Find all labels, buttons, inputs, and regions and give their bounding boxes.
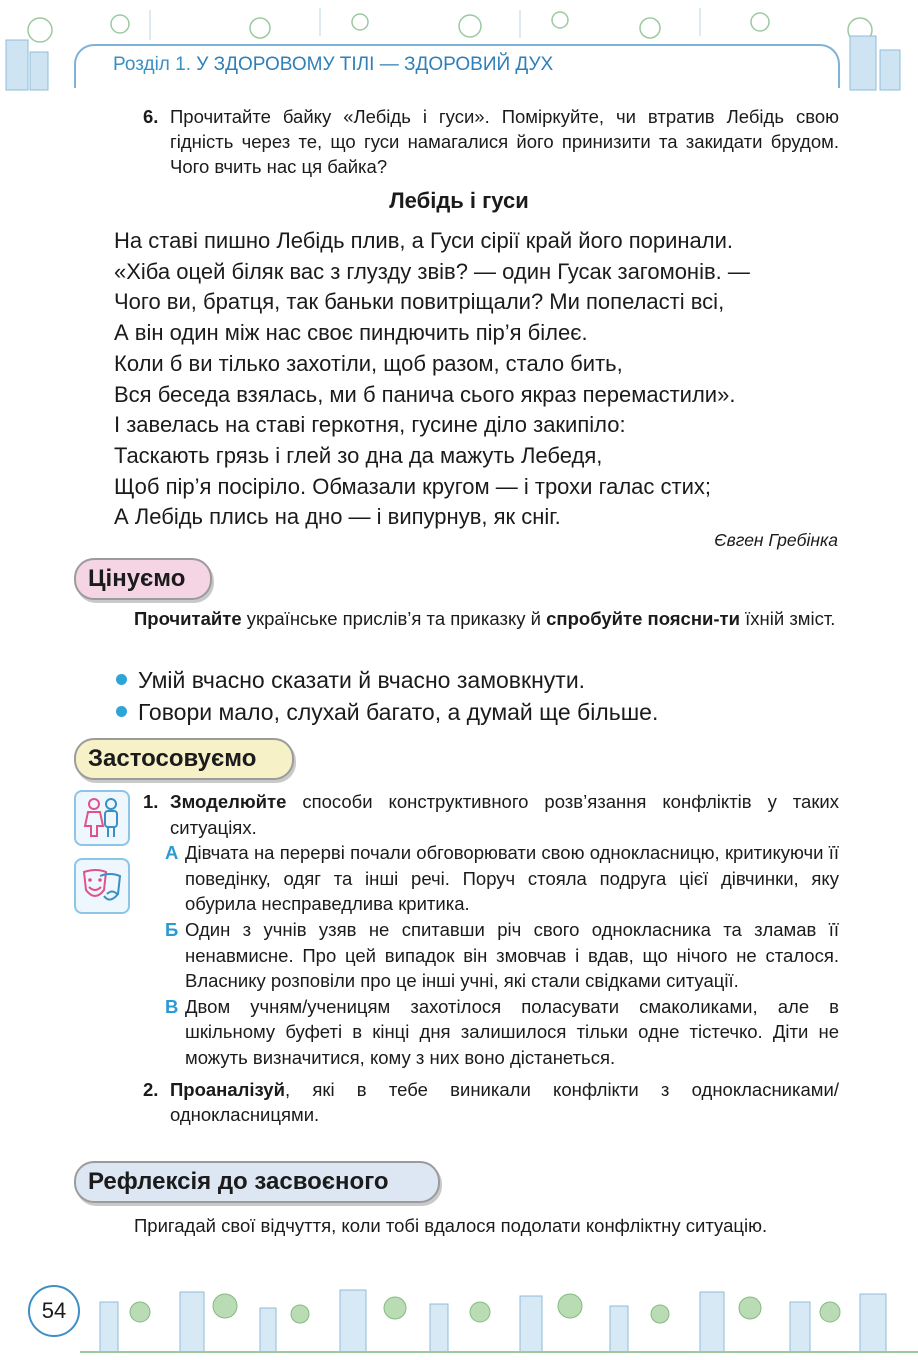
proverb-list	[116, 664, 876, 728]
task-6	[143, 104, 839, 179]
section-header	[113, 54, 553, 76]
city-decoration-bottom	[0, 1262, 918, 1360]
list-item	[116, 664, 876, 696]
values-instruction	[134, 607, 839, 631]
situation-text: Дівчата на перерві почали обговорювати свою однокласницю, критикуючи її поведінку, одяг та інші речі. Поруч стояла подруга цієї дівчинки, яку обурила несправедлива критика.	[185, 842, 839, 915]
reflection-text: Пригадай свої відчуття, коли тобі вдалося подолати конфліктну ситуацію.	[134, 1215, 768, 1236]
section-prefix: Розділ 1.	[113, 54, 192, 75]
fable-line: Вся беседа взялась, ми б панича сього якраз перемастили».	[114, 381, 736, 407]
reflection-heading: Рефлексія до засвоєного	[74, 1161, 440, 1203]
fable-line: Таскають грязь і глей зо дна да мажуть Лебедя,	[114, 442, 603, 468]
bullet-icon	[116, 706, 127, 717]
task-6-number: 6.	[143, 106, 159, 127]
situation-letter: В	[165, 995, 179, 1017]
task-2-bold: Проаналізуй	[170, 1078, 285, 1100]
task-1-number: 1.	[143, 791, 159, 812]
fable-text	[114, 226, 854, 533]
task-2	[143, 1077, 839, 1128]
bullet-icon	[116, 674, 127, 685]
task-1-bold: Змоделюйте	[170, 791, 287, 812]
fable-line: Щоб пір’я посіріло. Обмазали кругом — і трохи галас стих;	[114, 473, 712, 499]
apply-heading: Застосовуємо	[74, 738, 294, 780]
instr-end: їхній зміст.	[739, 608, 836, 629]
fable-line: А Лебідь плись на дно — і випурнув, як сніг.	[114, 504, 561, 530]
situation-a	[165, 840, 839, 917]
apply-tasks	[143, 789, 839, 1128]
task-6-text: Прочитайте байку «Лебідь і гуси». Поміркуйте, чи втратив Лебідь свою гідність через те, що гуси намагалися його принизити та закидати брудом. Чого вчить нас ця байка?	[170, 106, 839, 177]
fable-author: Євген Гребінка	[714, 530, 838, 550]
situation-text: Один з учнів узяв не спитавши річ свого однокласника та зламав її ненавмисне. Про цей випадок він змовчав і вдав, що нічого не сталося. Власнику розповіли про це інші учні, які стали свідками ситуації.	[185, 918, 839, 992]
theater-masks-icon	[74, 858, 130, 914]
fable-title: Лебідь і гуси	[389, 188, 529, 213]
fable-line: І завелась на ставі геркотня, гусине діло закипіло:	[114, 412, 626, 438]
instr-bold-read: Прочитайте	[134, 608, 242, 629]
section-title: У ЗДОРОВОМУ ТІЛІ — ЗДОРОВИЙ ДУХ	[196, 54, 554, 75]
situation-text: Двом учням/ученицям захотілося поласувати смаколиками, але в шкільному буфеті в кінці дня залишилося тільки одне тістечко. Діти не можуть визначитися, кому з них воно дістанеться.	[185, 995, 839, 1068]
fable-line: А він один між нас своє пиндючить пір’я білеє.	[114, 320, 588, 346]
situation-letter: Б	[165, 918, 179, 940]
proverb-text: Говори мало, слухай багато, а думай ще більше.	[138, 699, 659, 725]
fable-line: Чого ви, братця, так баньки повитріщали? Ми попеласті всі,	[114, 289, 725, 315]
page-number: 54	[28, 1285, 80, 1337]
values-heading: Цінуємо	[74, 558, 212, 600]
situation-c	[165, 994, 839, 1071]
task-1	[143, 789, 839, 840]
list-item	[116, 696, 876, 728]
task-2-text: , які в тебе виникали конфлікти з однокласниками/однокласницями.	[170, 1078, 839, 1126]
proverb-text: Умій вчасно сказати й вчасно замовкнути.	[138, 667, 586, 693]
fable-line: Коли б ви тілько захотіли, щоб разом, стало бить,	[114, 350, 623, 376]
situation-b	[165, 917, 839, 994]
instr-mid: українське прислів’я та приказку й	[241, 608, 547, 629]
people-icon	[74, 790, 130, 846]
instr-bold-explain: спробуйте поясни-ти	[546, 608, 740, 629]
task-1-text: способи конструктивного розв’язання конфліктів у таких ситуаціях.	[170, 791, 839, 838]
task-2-number: 2.	[143, 1078, 159, 1100]
situation-letter: А	[165, 842, 179, 864]
fable-line: На ставі пишно Лебідь плив, а Гуси сірії край його поринали.	[114, 228, 733, 253]
fable-line: «Хіба оцей біляк вас з глузду звів? — один Гусак загомонів. —	[114, 258, 750, 284]
